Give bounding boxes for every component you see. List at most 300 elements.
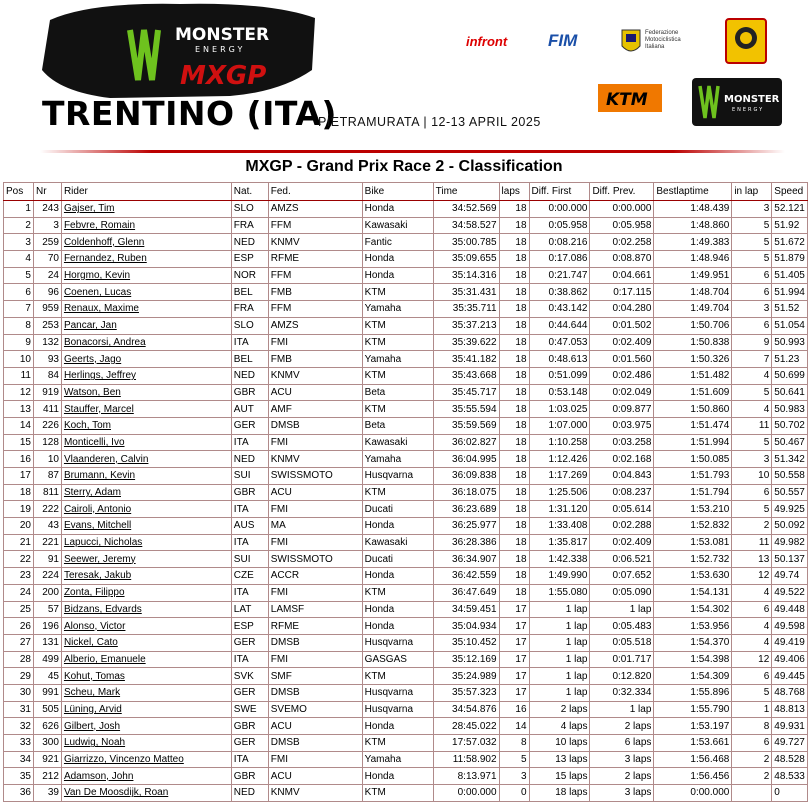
diff-prev-cell: 6 laps xyxy=(590,735,654,752)
nat-cell: GBR xyxy=(231,484,268,501)
speed-cell: 51.23 xyxy=(772,351,808,368)
time-cell: 8:13.971 xyxy=(433,768,499,785)
laps-cell: 17 xyxy=(499,684,529,701)
fed-cell: SVEMO xyxy=(268,701,362,718)
nr-cell: 411 xyxy=(33,401,61,418)
pos-cell: 11 xyxy=(4,367,34,384)
bestlaptime-cell: 1:48.439 xyxy=(654,201,732,218)
laps-cell: 18 xyxy=(499,451,529,468)
rider-cell[interactable]: Sterry, Adam xyxy=(61,484,231,501)
diff-first-cell: 0:44.644 xyxy=(529,317,590,334)
speed-cell: 49.931 xyxy=(772,718,808,735)
speed-cell: 49.445 xyxy=(772,668,808,685)
fed-cell: SWISSMOTO xyxy=(268,551,362,568)
fed-cell: MA xyxy=(268,518,362,535)
speed-cell: 51.879 xyxy=(772,251,808,268)
table-row xyxy=(4,568,808,585)
pos-cell: 18 xyxy=(4,484,34,501)
laps-cell: 18 xyxy=(499,217,529,234)
diff-prev-cell: 0:05.958 xyxy=(590,217,654,234)
laps-cell: 16 xyxy=(499,701,529,718)
bestlaptime-cell: 1:54.309 xyxy=(654,668,732,685)
bike-cell: Husqvarna xyxy=(362,701,433,718)
pos-cell: 12 xyxy=(4,384,34,401)
table-row xyxy=(4,484,808,501)
speed-cell: 52.121 xyxy=(772,201,808,218)
bike-cell: Ducati xyxy=(362,501,433,518)
bestlaptime-cell: 1:50.085 xyxy=(654,451,732,468)
diff-prev-cell: 0:02.258 xyxy=(590,234,654,251)
rider-cell[interactable]: Giarrizzo, Vincenzo Matteo xyxy=(61,751,231,768)
table-row xyxy=(4,601,808,618)
diff-prev-cell: 0:02.049 xyxy=(590,384,654,401)
pos-cell: 22 xyxy=(4,551,34,568)
rider-cell[interactable]: Coldenhoff, Glenn xyxy=(61,234,231,251)
fed-cell: DMSB xyxy=(268,417,362,434)
speed-cell: 51.52 xyxy=(772,301,808,318)
bike-cell: Yamaha xyxy=(362,451,433,468)
table-row xyxy=(4,651,808,668)
speed-cell: 50.467 xyxy=(772,434,808,451)
laps-cell: 3 xyxy=(499,768,529,785)
laps-cell: 18 xyxy=(499,267,529,284)
bestlaptime-cell: 1:52.732 xyxy=(654,551,732,568)
in-lap-cell: 5 xyxy=(732,501,772,518)
bestlaptime-cell: 1:49.704 xyxy=(654,301,732,318)
fed-cell: FFM xyxy=(268,301,362,318)
bestlaptime-cell: 1:53.661 xyxy=(654,735,732,752)
bike-cell: Honda xyxy=(362,718,433,735)
pos-cell: 13 xyxy=(4,401,34,418)
bestlaptime-cell: 1:54.302 xyxy=(654,601,732,618)
column-header-diff-first: Diff. First xyxy=(529,183,590,201)
diff-prev-cell: 0:05.483 xyxy=(590,618,654,635)
bestlaptime-cell: 1:53.081 xyxy=(654,534,732,551)
speed-cell: 51.405 xyxy=(772,267,808,284)
time-cell: 36:18.075 xyxy=(433,484,499,501)
rider-cell[interactable]: Monticelli, Ivo xyxy=(61,434,231,451)
rider-cell[interactable]: Seewer, Jeremy xyxy=(61,551,231,568)
fed-cell: FMI xyxy=(268,434,362,451)
time-cell: 35:12.169 xyxy=(433,651,499,668)
bike-cell: KTM xyxy=(362,317,433,334)
in-lap-cell: 4 xyxy=(732,401,772,418)
rider-cell[interactable]: Van De Moosdijk, Roan xyxy=(61,785,231,802)
laps-cell: 5 xyxy=(499,751,529,768)
nat-cell: AUT xyxy=(231,401,268,418)
in-lap-cell: 4 xyxy=(732,634,772,651)
nat-cell: GBR xyxy=(231,768,268,785)
nat-cell: LAT xyxy=(231,601,268,618)
nr-cell: 91 xyxy=(33,551,61,568)
bestlaptime-cell: 1:53.210 xyxy=(654,501,732,518)
bestlaptime-cell: 1:50.860 xyxy=(654,401,732,418)
diff-prev-cell: 0:08.237 xyxy=(590,484,654,501)
speed-cell: 49.448 xyxy=(772,601,808,618)
diff-prev-cell: 0:02.288 xyxy=(590,518,654,535)
rider-cell[interactable]: Scheu, Mark xyxy=(61,684,231,701)
nr-cell: 87 xyxy=(33,468,61,485)
table-row xyxy=(4,434,808,451)
in-lap-cell: 6 xyxy=(732,484,772,501)
rider-cell[interactable]: Evans, Mitchell xyxy=(61,518,231,535)
fim-logo: FIM xyxy=(548,31,578,50)
bestlaptime-cell: 1:51.609 xyxy=(654,384,732,401)
rider-cell[interactable]: Gajser, Tim xyxy=(61,201,231,218)
nr-cell: 226 xyxy=(33,417,61,434)
bestlaptime-cell: 1:51.793 xyxy=(654,468,732,485)
fed-cell: SWISSMOTO xyxy=(268,468,362,485)
table-row xyxy=(4,201,808,218)
bestlaptime-cell: 1:51.482 xyxy=(654,367,732,384)
nr-cell: 626 xyxy=(33,718,61,735)
bike-cell: Yamaha xyxy=(362,351,433,368)
diff-prev-cell: 0:02.409 xyxy=(590,534,654,551)
diff-prev-cell: 0:04.280 xyxy=(590,301,654,318)
laps-cell: 18 xyxy=(499,334,529,351)
table-row xyxy=(4,618,808,635)
speed-cell: 48.768 xyxy=(772,684,808,701)
fed-cell: FMI xyxy=(268,501,362,518)
rider-cell[interactable]: Brumann, Kevin xyxy=(61,468,231,485)
column-header-time: Time xyxy=(433,183,499,201)
pos-cell: 20 xyxy=(4,518,34,535)
fed-cell: FMB xyxy=(268,284,362,301)
table-row xyxy=(4,451,808,468)
pos-cell: 27 xyxy=(4,634,34,651)
diff-prev-cell: 2 laps xyxy=(590,718,654,735)
speed-cell: 51.994 xyxy=(772,284,808,301)
nr-cell: 259 xyxy=(33,234,61,251)
speed-cell: 50.993 xyxy=(772,334,808,351)
diff-first-cell: 1 lap xyxy=(529,634,590,651)
fed-cell: KNMV xyxy=(268,367,362,384)
nat-cell: FRA xyxy=(231,217,268,234)
rider-cell[interactable]: Gilbert, Josh xyxy=(61,718,231,735)
speed-cell: 50.641 xyxy=(772,384,808,401)
in-lap-cell: 6 xyxy=(732,284,772,301)
rider-cell[interactable]: Cairoli, Antonio xyxy=(61,501,231,518)
in-lap-cell: 5 xyxy=(732,684,772,701)
pos-cell: 24 xyxy=(4,584,34,601)
fed-cell: ACU xyxy=(268,484,362,501)
fed-cell: KNMV xyxy=(268,785,362,802)
pos-cell: 19 xyxy=(4,501,34,518)
rider-cell[interactable]: Horgmo, Kevin xyxy=(61,267,231,284)
diff-first-cell: 1:12.426 xyxy=(529,451,590,468)
in-lap-cell: 6 xyxy=(732,735,772,752)
diff-first-cell: 1:33.408 xyxy=(529,518,590,535)
rider-cell[interactable]: Bidzans, Edvards xyxy=(61,601,231,618)
time-cell: 35:37.213 xyxy=(433,317,499,334)
bestlaptime-cell: 1:53.956 xyxy=(654,618,732,635)
rider-cell[interactable]: Adamson, John xyxy=(61,768,231,785)
column-header-rider: Rider xyxy=(61,183,231,201)
bestlaptime-cell: 1:48.946 xyxy=(654,251,732,268)
rider-cell[interactable]: Febvre, Romain xyxy=(61,217,231,234)
fed-cell: ACCR xyxy=(268,568,362,585)
nat-cell: SLO xyxy=(231,201,268,218)
nr-cell: 505 xyxy=(33,701,61,718)
speed-cell: 51.672 xyxy=(772,234,808,251)
bike-cell: KTM xyxy=(362,484,433,501)
bike-cell: Kawasaki xyxy=(362,217,433,234)
time-cell: 35:55.594 xyxy=(433,401,499,418)
time-cell: 36:28.386 xyxy=(433,534,499,551)
diff-prev-cell: 0:06.521 xyxy=(590,551,654,568)
diff-first-cell: 18 laps xyxy=(529,785,590,802)
laps-cell: 18 xyxy=(499,468,529,485)
nr-cell: 84 xyxy=(33,367,61,384)
rider-cell[interactable]: Lapucci, Nicholas xyxy=(61,534,231,551)
column-header-fed: Fed. xyxy=(268,183,362,201)
diff-first-cell: 1:49.990 xyxy=(529,568,590,585)
nr-cell: 93 xyxy=(33,351,61,368)
diff-prev-cell: 0:17.115 xyxy=(590,284,654,301)
nat-cell: BEL xyxy=(231,351,268,368)
pos-cell: 6 xyxy=(4,284,34,301)
rider-cell[interactable]: Fernandez, Ruben xyxy=(61,251,231,268)
bestlaptime-cell: 1:50.326 xyxy=(654,351,732,368)
fed-cell: DMSB xyxy=(268,684,362,701)
speed-cell: 50.557 xyxy=(772,484,808,501)
table-row xyxy=(4,751,808,768)
pos-cell: 7 xyxy=(4,301,34,318)
in-lap-cell: 5 xyxy=(732,217,772,234)
pos-cell: 31 xyxy=(4,701,34,718)
rider-cell[interactable]: Watson, Ben xyxy=(61,384,231,401)
header-divider xyxy=(40,150,785,153)
in-lap-cell: 3 xyxy=(732,451,772,468)
diff-first-cell: 0:43.142 xyxy=(529,301,590,318)
pos-cell: 32 xyxy=(4,718,34,735)
laps-cell: 18 xyxy=(499,534,529,551)
nat-cell: AUS xyxy=(231,518,268,535)
nat-cell: NED xyxy=(231,367,268,384)
speed-cell: 49.406 xyxy=(772,651,808,668)
fed-cell: KNMV xyxy=(268,451,362,468)
laps-cell: 18 xyxy=(499,251,529,268)
speed-cell: 50.699 xyxy=(772,367,808,384)
fed-cell: FMI xyxy=(268,334,362,351)
rider-cell[interactable]: Stauffer, Marcel xyxy=(61,401,231,418)
pos-cell: 10 xyxy=(4,351,34,368)
rider-cell[interactable]: Vlaanderen, Calvin xyxy=(61,451,231,468)
time-cell: 11:58.902 xyxy=(433,751,499,768)
pos-cell: 35 xyxy=(4,768,34,785)
column-header-bike: Bike xyxy=(362,183,433,201)
speed-cell: 49.727 xyxy=(772,735,808,752)
nr-cell: 70 xyxy=(33,251,61,268)
column-header-bestlaptime: Bestlaptime xyxy=(654,183,732,201)
pos-cell: 30 xyxy=(4,684,34,701)
diff-prev-cell: 1 lap xyxy=(590,601,654,618)
nr-cell: 96 xyxy=(33,284,61,301)
pos-cell: 33 xyxy=(4,735,34,752)
laps-cell: 18 xyxy=(499,501,529,518)
diff-prev-cell: 0:02.409 xyxy=(590,334,654,351)
table-row xyxy=(4,234,808,251)
laps-cell: 18 xyxy=(499,384,529,401)
rider-cell[interactable]: Bonacorsi, Andrea xyxy=(61,334,231,351)
pos-cell: 8 xyxy=(4,317,34,334)
bike-cell: Yamaha xyxy=(362,301,433,318)
bike-cell: Kawasaki xyxy=(362,434,433,451)
fed-cell: FFM xyxy=(268,267,362,284)
bestlaptime-cell: 1:56.456 xyxy=(654,768,732,785)
nr-cell: 24 xyxy=(33,267,61,284)
time-cell: 36:02.827 xyxy=(433,434,499,451)
nat-cell: ESP xyxy=(231,251,268,268)
rider-cell[interactable]: Pancar, Jan xyxy=(61,317,231,334)
bike-cell: Honda xyxy=(362,267,433,284)
diff-prev-cell: 0:02.168 xyxy=(590,451,654,468)
table-row xyxy=(4,267,808,284)
bestlaptime-cell: 1:51.794 xyxy=(654,484,732,501)
time-cell: 35:00.785 xyxy=(433,234,499,251)
nat-cell: ITA xyxy=(231,501,268,518)
table-row xyxy=(4,768,808,785)
bestlaptime-cell: 1:53.630 xyxy=(654,568,732,585)
in-lap-cell: 5 xyxy=(732,434,772,451)
table-row xyxy=(4,351,808,368)
time-cell: 35:43.668 xyxy=(433,367,499,384)
nat-cell: ITA xyxy=(231,651,268,668)
nr-cell: 991 xyxy=(33,684,61,701)
laps-cell: 18 xyxy=(499,401,529,418)
table-row xyxy=(4,684,808,701)
in-lap-cell: 1 xyxy=(732,701,772,718)
fed-cell: ACU xyxy=(268,384,362,401)
diff-first-cell: 1 lap xyxy=(529,601,590,618)
laps-cell: 8 xyxy=(499,735,529,752)
nat-cell: ITA xyxy=(231,334,268,351)
nr-cell: 811 xyxy=(33,484,61,501)
speed-cell: 49.419 xyxy=(772,634,808,651)
fed-cell: DMSB xyxy=(268,634,362,651)
nat-cell: ESP xyxy=(231,618,268,635)
diff-prev-cell: 0:04.843 xyxy=(590,468,654,485)
time-cell: 0:00.000 xyxy=(433,785,499,802)
nr-cell: 221 xyxy=(33,534,61,551)
svg-text:KTM: KTM xyxy=(606,90,648,110)
fed-cell: AMF xyxy=(268,401,362,418)
nr-cell: 131 xyxy=(33,634,61,651)
rider-cell[interactable]: Geerts, Jago xyxy=(61,351,231,368)
rider-cell[interactable]: Herlings, Jeffrey xyxy=(61,367,231,384)
nr-cell: 132 xyxy=(33,334,61,351)
table-row xyxy=(4,217,808,234)
speed-cell: 49.522 xyxy=(772,584,808,601)
time-cell: 28:45.022 xyxy=(433,718,499,735)
pos-cell: 3 xyxy=(4,234,34,251)
diff-prev-cell: 0:32.334 xyxy=(590,684,654,701)
diff-prev-cell: 0:01.717 xyxy=(590,651,654,668)
bestlaptime-cell: 1:48.704 xyxy=(654,284,732,301)
diff-prev-cell: 0:00.000 xyxy=(590,201,654,218)
ktm-logo xyxy=(598,84,662,112)
time-cell: 35:24.989 xyxy=(433,668,499,685)
table-body xyxy=(4,201,808,802)
rider-cell[interactable]: Zonta, Filippo xyxy=(61,584,231,601)
table-row xyxy=(4,501,808,518)
laps-cell: 18 xyxy=(499,484,529,501)
rider-cell[interactable]: Coenen, Lucas xyxy=(61,284,231,301)
diff-prev-cell: 0:05.614 xyxy=(590,501,654,518)
pos-cell: 21 xyxy=(4,534,34,551)
nat-cell: CZE xyxy=(231,568,268,585)
fed-cell: FMB xyxy=(268,351,362,368)
table-row xyxy=(4,551,808,568)
diff-first-cell: 1:42.338 xyxy=(529,551,590,568)
time-cell: 35:14.316 xyxy=(433,267,499,284)
pos-cell: 28 xyxy=(4,651,34,668)
nr-cell: 3 xyxy=(33,217,61,234)
speed-cell: 51.342 xyxy=(772,451,808,468)
table-row xyxy=(4,367,808,384)
time-cell: 36:34.907 xyxy=(433,551,499,568)
rider-cell[interactable]: Ludwig, Noah xyxy=(61,735,231,752)
time-cell: 34:54.876 xyxy=(433,701,499,718)
diff-first-cell: 1:07.000 xyxy=(529,417,590,434)
nat-cell: NED xyxy=(231,451,268,468)
rider-cell[interactable]: Alonso, Victor xyxy=(61,618,231,635)
time-cell: 35:41.182 xyxy=(433,351,499,368)
bike-cell: Honda xyxy=(362,251,433,268)
column-header-diff-prev: Diff. Prev. xyxy=(590,183,654,201)
speed-cell: 49.925 xyxy=(772,501,808,518)
nr-cell: 499 xyxy=(33,651,61,668)
event-header xyxy=(0,0,808,152)
classification-table xyxy=(3,182,808,802)
table-row xyxy=(4,718,808,735)
laps-cell: 18 xyxy=(499,284,529,301)
rider-cell[interactable]: Lüning, Arvid xyxy=(61,701,231,718)
bestlaptime-cell: 1:49.951 xyxy=(654,267,732,284)
fed-cell: FMI xyxy=(268,751,362,768)
time-cell: 35:39.622 xyxy=(433,334,499,351)
rider-cell[interactable]: Kohut, Tomas xyxy=(61,668,231,685)
nat-cell: ITA xyxy=(231,434,268,451)
nat-cell: GBR xyxy=(231,718,268,735)
column-header-nat: Nat. xyxy=(231,183,268,201)
laps-cell: 17 xyxy=(499,634,529,651)
column-header-laps: laps xyxy=(499,183,529,201)
bestlaptime-cell: 1:51.994 xyxy=(654,434,732,451)
rider-cell[interactable]: Alberio, Emanuele xyxy=(61,651,231,668)
nr-cell: 959 xyxy=(33,301,61,318)
speed-cell: 48.528 xyxy=(772,751,808,768)
laps-cell: 18 xyxy=(499,434,529,451)
rider-cell[interactable]: Renaux, Maxime xyxy=(61,301,231,318)
in-lap-cell: 5 xyxy=(732,384,772,401)
nat-cell: ITA xyxy=(231,584,268,601)
rider-cell[interactable]: Koch, Tom xyxy=(61,417,231,434)
rider-cell[interactable]: Nickel, Cato xyxy=(61,634,231,651)
diff-prev-cell: 0:01.560 xyxy=(590,351,654,368)
diff-prev-cell: 3 laps xyxy=(590,751,654,768)
table-row xyxy=(4,668,808,685)
diff-first-cell: 10 laps xyxy=(529,735,590,752)
pos-cell: 14 xyxy=(4,417,34,434)
bestlaptime-cell: 1:54.131 xyxy=(654,584,732,601)
diff-prev-cell: 0:03.258 xyxy=(590,434,654,451)
in-lap-cell: 6 xyxy=(732,267,772,284)
pos-cell: 16 xyxy=(4,451,34,468)
nr-cell: 128 xyxy=(33,434,61,451)
rider-cell[interactable]: Teresak, Jakub xyxy=(61,568,231,585)
time-cell: 35:09.655 xyxy=(433,251,499,268)
